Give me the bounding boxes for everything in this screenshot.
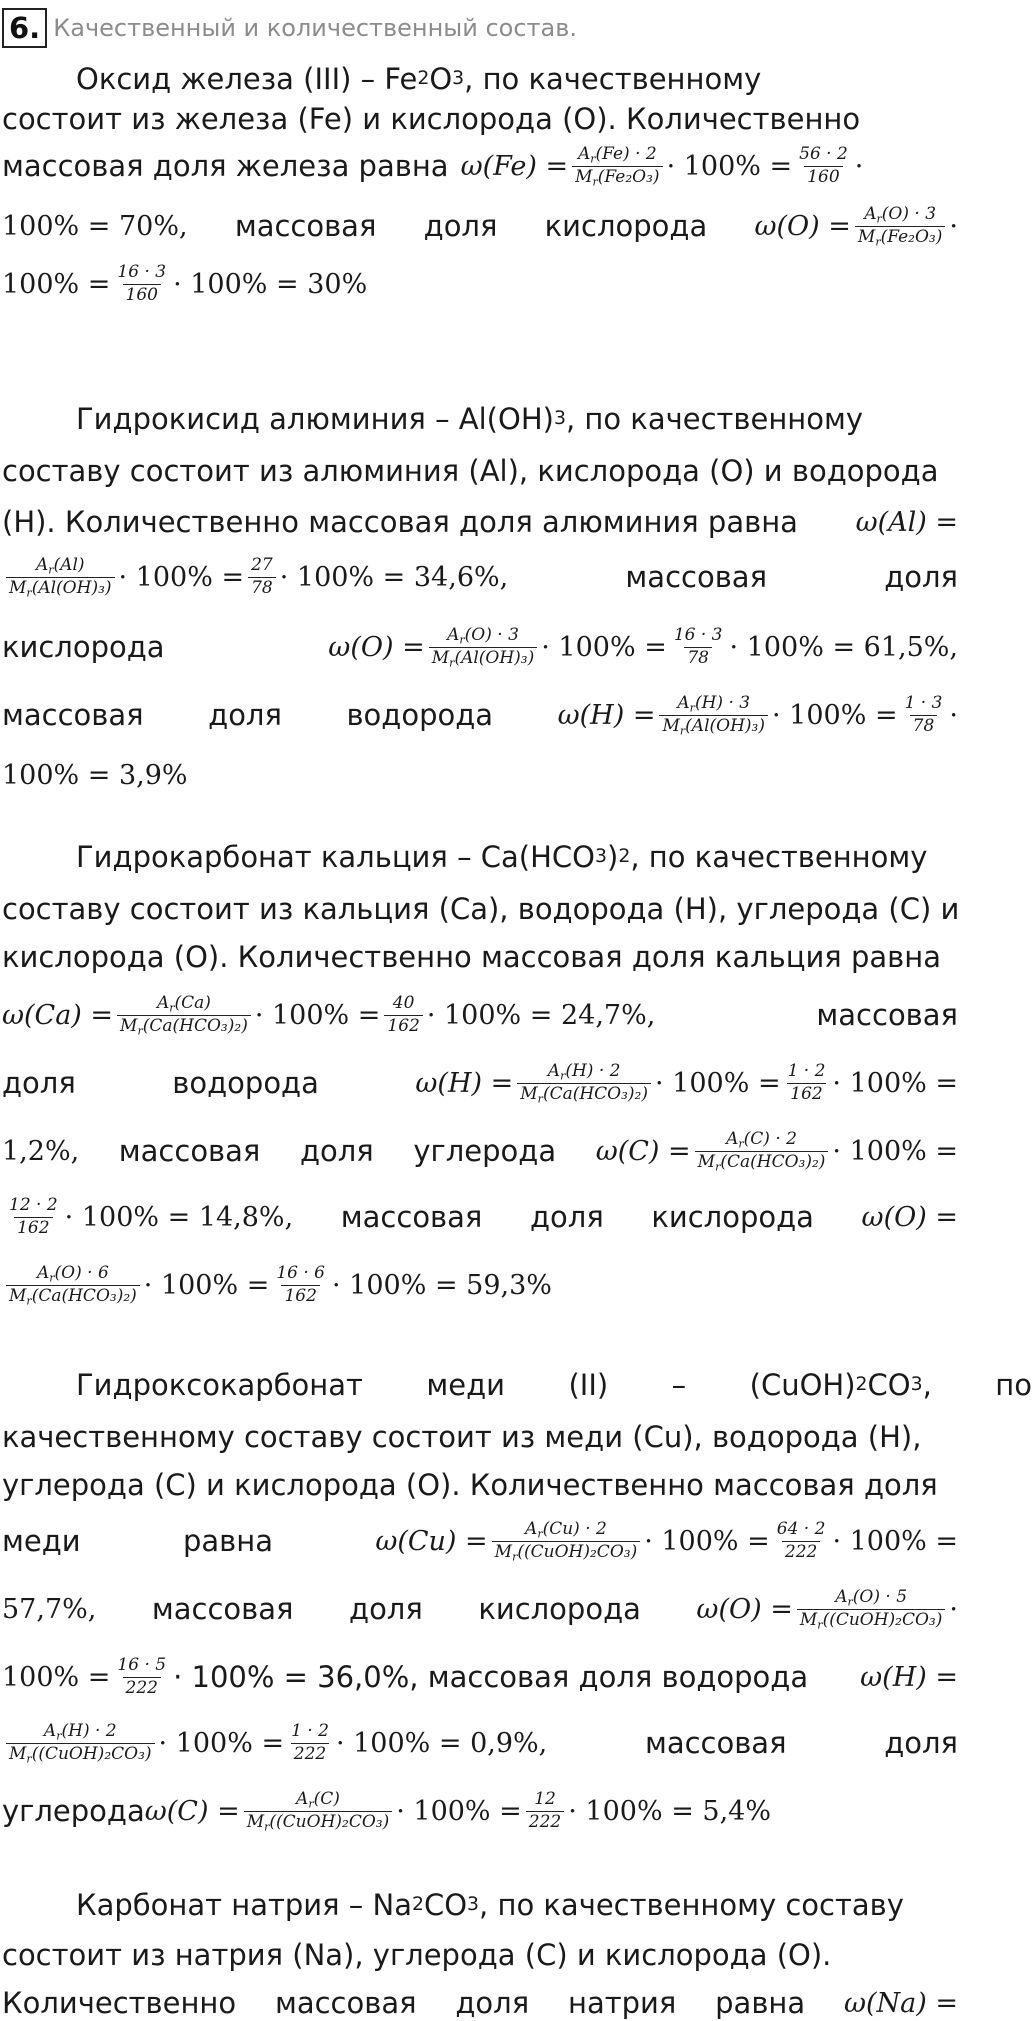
fraction-denominator: Mr(Ca(HCO₃)₂)	[117, 1015, 251, 1036]
text-fragment: · 100% = 5,4%	[568, 1795, 771, 1827]
fraction-denominator: Mr((CuOH)₂CO₃)	[6, 1743, 155, 1764]
subscript: r	[715, 1159, 721, 1173]
text-fragment: –	[671, 1367, 687, 1402]
fraction-denominator: Mr((CuOH)₂CO₃)	[244, 1811, 393, 1832]
exercise-number: 6.	[2, 8, 47, 48]
fraction-numerator: Ar(Cu) · 2	[525, 1518, 607, 1540]
fraction-numerator: Ar(Al)	[35, 554, 85, 576]
fraction	[902, 692, 946, 736]
formula-line	[2, 1650, 958, 1704]
fraction	[288, 1720, 332, 1764]
subscript: r	[875, 234, 881, 248]
fraction-numerator: 1 · 3	[904, 692, 943, 713]
subscript: r	[590, 151, 596, 165]
formula-line	[2, 988, 958, 1042]
fraction-numerator: 16 · 5	[117, 1654, 167, 1675]
text-fragment: · 100% =	[655, 1067, 781, 1099]
formula-symbol: ω(Na) =	[843, 1987, 958, 2019]
text-fragment: , по качественному	[565, 401, 864, 436]
text-fragment: 100% = 70%,	[2, 210, 188, 242]
fraction	[526, 1788, 564, 1832]
text-fragment: меди	[2, 1523, 81, 1558]
formula-line	[2, 1190, 958, 1244]
fraction	[244, 1788, 393, 1833]
text-line	[2, 1368, 1032, 1402]
subscript: r	[137, 1023, 143, 1037]
subscript: r	[537, 1526, 543, 1540]
fraction-denominator: 222	[526, 1811, 564, 1832]
subscript: r	[537, 1091, 543, 1105]
subscript: r	[26, 1751, 32, 1765]
subscript: r	[48, 562, 54, 576]
fraction	[114, 1654, 169, 1698]
fraction-numerator: Ar(O) · 5	[835, 1586, 908, 1608]
fraction-numerator: 12 · 2	[9, 1194, 58, 1215]
text-fragment: · 100% = 14,8%,	[64, 1201, 294, 1233]
text-fragment: · 100% =	[143, 1269, 270, 1301]
text-fragment: Гидроксокарбонат	[76, 1367, 363, 1402]
text-fragment: кислорода	[544, 208, 708, 243]
fraction-numerator: Ar(C) · 2	[726, 1128, 797, 1150]
text-fragment	[2, 992, 656, 1037]
text-line	[2, 1420, 958, 1454]
text-line	[2, 62, 1032, 96]
subscript: r	[169, 1000, 175, 1014]
text-fragment: доля	[423, 208, 498, 243]
formula-line	[2, 1716, 958, 1770]
formula-line	[2, 258, 958, 310]
fraction-denominator: Mr((CuOH)₂CO₃)	[797, 1609, 946, 1630]
formula-line	[2, 1582, 958, 1636]
text-line	[2, 102, 958, 136]
text-fragment: массовая	[274, 1985, 417, 2020]
fraction-numerator: 1 · 2	[291, 1720, 329, 1741]
text-fragment: кислорода	[651, 1199, 814, 1234]
fraction-denominator: Mr(Al(OH)₃)	[6, 577, 115, 598]
text-fragment: · 100% =	[396, 1795, 522, 1827]
fraction-denominator: Mr(Fe₂O₃)	[572, 166, 662, 187]
text-fragment: · 100% =	[832, 1067, 958, 1099]
fraction	[6, 554, 115, 599]
fraction	[114, 261, 169, 305]
text-fragment: (CuOH) 2 CO 3 ,	[749, 1367, 932, 1402]
text-fragment: 1,2%,	[2, 1135, 80, 1167]
fraction	[117, 992, 251, 1037]
fraction	[797, 1586, 946, 1631]
fraction-denominator: 222	[782, 1541, 820, 1562]
fraction	[6, 1194, 61, 1238]
text-fragment: массовая	[151, 1591, 294, 1626]
formula-line	[2, 1784, 958, 1838]
text-fragment: массовая	[816, 997, 958, 1032]
text-fragment	[144, 1788, 771, 1833]
text-fragment: углерода	[2, 1793, 145, 1828]
text-fragment: натрия	[567, 1985, 677, 2020]
text-fragment: состоит из железа (Fe) и кислорода (O). Количественно	[2, 101, 861, 136]
text-fragment: (II)	[568, 1367, 609, 1402]
text-fragment	[557, 692, 958, 737]
text-fragment: кислорода	[478, 1591, 641, 1626]
fraction-numerator: 16 · 3	[117, 261, 167, 282]
subscript: r	[308, 1796, 314, 1810]
text-fragment: углерода (C) и кислорода (O). Количественно массовая доля	[2, 1467, 938, 1502]
formula-symbol: ω(Ca) =	[2, 999, 114, 1031]
fraction-numerator: Ar(O) · 6	[36, 1262, 109, 1284]
text-fragment: массовая доля железа равна	[2, 148, 449, 183]
fraction-numerator: Ar(H) · 2	[547, 1060, 621, 1082]
subscript: r	[679, 723, 686, 737]
text-fragment: · 100% =	[832, 1525, 958, 1557]
text-fragment: O	[429, 61, 453, 96]
text-fragment: · 100% = 24,7%,	[426, 999, 656, 1031]
text-fragment	[415, 1060, 958, 1105]
fraction-denominator: 222	[291, 1743, 329, 1764]
text-fragment: · 100% =	[118, 561, 245, 593]
text-fragment: доля	[349, 1591, 423, 1626]
text-fragment: Гидрокарбонат кальция – Ca(HCO 3 ) 2 , по качественному	[76, 839, 928, 874]
subscript: r	[49, 1270, 55, 1284]
text-fragment: равна	[715, 1985, 806, 2020]
fraction-numerator: Ar(H) · 2	[43, 1720, 117, 1742]
fraction	[248, 554, 276, 598]
subscript: r	[264, 1819, 270, 1833]
subscript: r	[738, 1136, 744, 1150]
text-fragment: · 100% = 0,9%,	[335, 1727, 548, 1759]
text-fragment: ·	[949, 1593, 958, 1625]
text-fragment: ·	[854, 150, 864, 182]
text-fragment: · 100% =	[666, 150, 793, 182]
formula-line	[2, 140, 958, 192]
formula-symbol: ω(Al) =	[855, 506, 958, 538]
text-line	[2, 1468, 958, 1502]
text-fragment: массовая	[644, 1725, 787, 1760]
subscript: r	[847, 1594, 853, 1608]
text-fragment: Гидрокисид алюминия – Al(OH) 3 , по качественному	[76, 401, 864, 436]
fraction-denominator: 160	[123, 284, 161, 305]
text-fragment: , по качественному составу	[479, 1887, 904, 1922]
fraction-denominator: 162	[787, 1083, 825, 1104]
fraction	[429, 624, 538, 669]
formula-line	[2, 1258, 958, 1312]
text-fragment: массовая	[118, 1133, 261, 1168]
text-fragment: Количественно	[2, 1985, 237, 2020]
fraction-numerator: 16 · 3	[673, 624, 723, 645]
fraction	[774, 1518, 829, 1562]
fraction-denominator: 160	[804, 166, 842, 187]
text-fragment: равна	[182, 1523, 273, 1558]
fraction	[6, 1720, 155, 1765]
text-fragment: (H). Количественно массовая доля алюминия равна	[2, 504, 798, 539]
text-fragment: массовая	[625, 559, 768, 594]
formula-line	[2, 758, 958, 792]
fraction-denominator: 222	[123, 1677, 161, 1698]
subscript: r	[689, 700, 695, 714]
fraction	[492, 1518, 641, 1563]
fraction-denominator: Mr(Ca(HCO₃)₂)	[517, 1083, 651, 1104]
formula-line	[2, 200, 958, 252]
fraction-numerator: Ar(Fe) · 2	[577, 143, 657, 165]
fraction-denominator: Mr(Fe₂O₃)	[855, 226, 945, 247]
fraction-numerator: 12	[534, 1788, 556, 1809]
subscript: r	[459, 632, 465, 646]
text-fragment: массовая	[340, 1199, 483, 1234]
fraction	[273, 1262, 328, 1306]
text-fragment: доля	[884, 1725, 958, 1760]
fraction-denominator: Mr(Ca(HCO₃)₂)	[695, 1151, 829, 1172]
fraction-denominator: 162	[281, 1285, 319, 1306]
exercise-subtitle: Качественный и количественный состав.	[53, 14, 578, 42]
formula-symbol: ω(C) =	[595, 1135, 691, 1167]
text-fragment	[696, 1586, 958, 1631]
text-line	[2, 892, 958, 926]
text-fragment: Гидрокарбонат кальция – Ca(HCO	[76, 839, 595, 874]
formula-symbol: ω(H) =	[415, 1067, 514, 1099]
text-fragment: · 100% =	[832, 1135, 958, 1167]
formula-symbol: ω(H) =	[860, 1661, 958, 1693]
text-fragment: · 100% = 61,5%,	[729, 631, 958, 663]
text-fragment: , по качественному	[630, 839, 928, 874]
formula-symbol: ω(C) =	[144, 1795, 240, 1827]
formula-line	[2, 550, 958, 604]
text-fragment	[2, 1194, 294, 1238]
fraction-numerator: Ar(H) · 3	[677, 692, 751, 714]
text-fragment: доля	[884, 559, 958, 594]
text-fragment: (CuOH)	[749, 1367, 856, 1402]
fraction	[855, 203, 945, 248]
fraction-numerator: Ar(O) · 3	[864, 203, 937, 225]
text-line	[2, 940, 958, 974]
text-fragment: водорода	[346, 697, 494, 732]
text-fragment: · 100% =	[158, 1727, 285, 1759]
text-fragment	[2, 554, 509, 599]
text-fragment: · 100% = 36,0%, массовая доля водорода	[173, 1659, 809, 1694]
fraction	[572, 143, 662, 188]
fraction	[6, 1262, 140, 1307]
text-fragment: 100% = 3,9%	[2, 759, 188, 791]
text-fragment: составу состоит из алюминия (Al), кислорода (O) и водорода	[2, 453, 939, 488]
text-fragment	[2, 1654, 809, 1698]
text-line	[2, 840, 1032, 874]
text-fragment: · 100% =	[254, 999, 381, 1031]
text-fragment: · 100% =	[541, 631, 667, 663]
text-fragment: кислорода (O). Количественно массовая доля кальция равна	[2, 939, 941, 974]
fraction	[671, 624, 726, 668]
fraction-denominator: Mr(Ca(HCO₃)₂)	[6, 1285, 140, 1306]
formula-line	[2, 688, 958, 742]
fraction-numerator: 27	[251, 554, 273, 575]
exercise-header	[2, 8, 577, 48]
text-fragment: Оксид железа (III) – Fe	[76, 61, 418, 96]
text-fragment: составу состоит из кальция (Ca), водорода (H), углерода (C) и	[2, 891, 960, 926]
fraction	[384, 992, 422, 1036]
text-fragment: · 100% = 34,6%,	[279, 561, 509, 593]
text-fragment: Карбонат натрия – Na 2 CO 3 , по качественному составу	[76, 1887, 904, 1922]
fraction-denominator: Mr(Al(OH)₃)	[659, 715, 768, 736]
subscript: r	[560, 1068, 566, 1082]
text-fragment: ·	[949, 699, 958, 731]
text-fragment: водорода	[172, 1065, 319, 1100]
formula-symbol: ω(H) =	[557, 699, 656, 731]
subscript: r	[876, 211, 882, 225]
text-line	[2, 502, 958, 542]
text-fragment: · 100% =	[772, 699, 898, 731]
fraction-denominator: Mr((CuOH)₂CO₃)	[492, 1541, 641, 1562]
text-fragment: качественному составу состоит из меди (Cu), водорода (H),	[2, 1419, 922, 1454]
fraction	[517, 1060, 651, 1105]
text-fragment: · 100% =	[644, 1525, 770, 1557]
text-fragment	[754, 203, 958, 248]
text-fragment: состоит из натрия (Na), углерода (C) и кислорода (O).	[2, 1937, 832, 1972]
text-fragment: ·	[949, 210, 958, 242]
formula-symbol: ω(O) =	[696, 1593, 793, 1625]
text-line	[2, 1888, 1032, 1922]
fraction-numerator: Ar(Ca)	[156, 992, 211, 1014]
text-fragment: доля	[455, 1985, 530, 2020]
text-fragment: кислорода	[2, 629, 165, 664]
text-line	[2, 454, 958, 488]
text-fragment: Оксид железа (III) – Fe 2 O 3 , по качественному	[76, 61, 762, 96]
subscript: r	[817, 1617, 823, 1631]
text-fragment: · 100% = 59,3%	[332, 1269, 552, 1301]
fraction-numerator: 56 · 2	[799, 143, 848, 164]
text-fragment	[328, 624, 958, 669]
text-fragment: · 100% = 30%	[173, 268, 368, 300]
subscript: r	[512, 1549, 518, 1563]
text-fragment: массовая	[234, 208, 377, 243]
formula-line	[2, 1124, 958, 1178]
subscript: r	[56, 1728, 62, 1742]
text-fragment: доля	[2, 1065, 76, 1100]
fraction	[796, 143, 851, 187]
fraction	[785, 1060, 829, 1104]
fraction-denominator: 162	[14, 1217, 52, 1238]
subscript: r	[592, 174, 598, 188]
fraction-numerator: 1 · 2	[787, 1060, 826, 1081]
fraction-numerator: 64 · 2	[776, 1518, 826, 1539]
formula-line	[2, 1056, 958, 1110]
text-fragment: , по качественному	[464, 61, 762, 96]
fraction-denominator: 78	[910, 715, 938, 736]
text-line	[2, 402, 1032, 436]
text-fragment: доля	[299, 1133, 374, 1168]
text-fragment	[2, 1720, 548, 1765]
subscript: r	[449, 655, 455, 669]
fraction-numerator: Ar(C)	[296, 1788, 340, 1810]
formula-line	[2, 1514, 958, 1568]
text-fragment	[375, 1518, 958, 1563]
text-fragment: CO	[867, 1367, 911, 1402]
text-fragment: углерода	[413, 1133, 557, 1168]
formula-symbol: ω(O) =	[861, 1201, 958, 1233]
text-line	[2, 1986, 958, 2020]
fraction-denominator: 162	[384, 1015, 422, 1036]
text-line	[2, 1938, 958, 1972]
text-fragment: массовая	[2, 697, 144, 732]
text-fragment: Карбонат натрия – Na	[76, 1887, 412, 1922]
text-fragment: )	[607, 839, 619, 874]
fraction-denominator: 78	[684, 647, 712, 668]
text-fragment: CO	[423, 1887, 468, 1922]
fraction-denominator: 78	[248, 577, 276, 598]
text-fragment: 57,7%,	[2, 1593, 97, 1625]
subscript: r	[26, 1293, 32, 1307]
text-fragment: 100% =	[2, 268, 111, 300]
text-fragment: доля	[529, 1199, 604, 1234]
fraction-numerator: 40	[392, 992, 415, 1013]
text-fragment: меди	[426, 1367, 505, 1402]
text-fragment: 100% =	[2, 1661, 111, 1693]
formula-symbol: ω(O) =	[328, 631, 425, 663]
text-fragment: доля	[208, 697, 282, 732]
text-fragment: Гидрокисид алюминия – Al(OH)	[76, 401, 554, 436]
text-fragment	[595, 1128, 958, 1173]
fraction	[695, 1128, 829, 1173]
fraction-numerator: 16 · 6	[276, 1262, 326, 1283]
formula-line	[2, 620, 958, 674]
fraction-numerator: Ar(O) · 3	[447, 624, 519, 646]
formula-symbol: ω(Fe) =	[460, 150, 569, 182]
text-fragment: по	[995, 1367, 1032, 1402]
fraction	[659, 692, 768, 737]
subscript: r	[26, 585, 32, 599]
fraction-denominator: Mr(Al(OH)₃)	[429, 647, 538, 668]
formula-symbol: ω(O) =	[754, 210, 851, 242]
text-fragment: ,	[922, 1367, 932, 1402]
formula-symbol: ω(Cu) =	[375, 1525, 488, 1557]
